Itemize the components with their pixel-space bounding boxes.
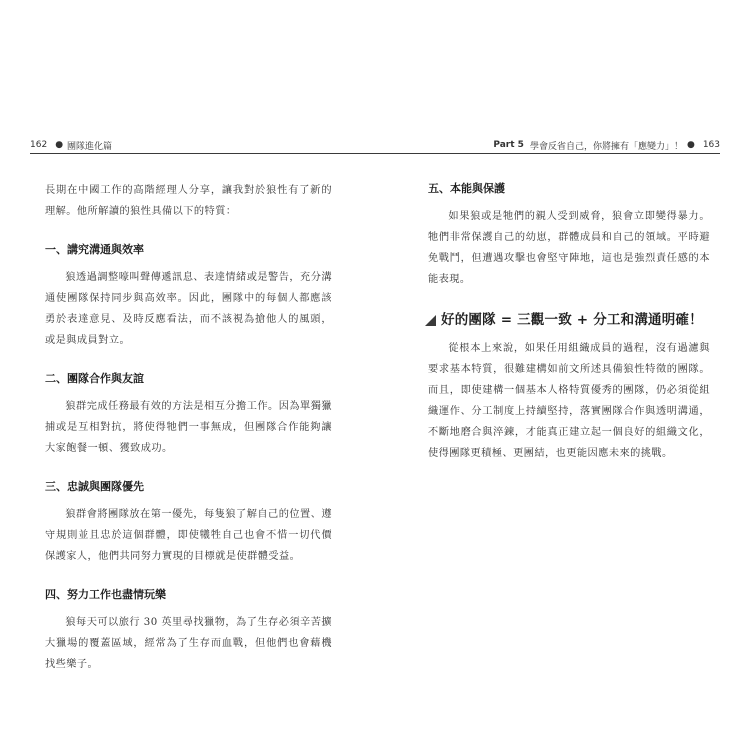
right-page-body: [428, 180, 710, 464]
right-page-number: 163: [702, 140, 720, 150]
closing-paragraph: 從根本上來說，如果任用組織成員的過程，沒有過濾與要求基本特質，很難建構如前文所述具備狼性特徵的團隊。而且，即使建構一個基本人格特質優秀的團隊，仍必須從組織運作、分工制度上持續堅持，落實團隊合作與透明溝通，不斷地磨合與淬鍊，才能真正建立起一個良好的組織文化，使得團隊更積極、更團結，也更能因應未來的挑戰。: [428, 343, 710, 459]
part-label: Part 5: [493, 140, 524, 150]
section-body-5: 如果狼或是牠們的親人受到威脅，狼會立即變得暴力。牠們非常保護自己的幼崽，群體成員和自己的領域。平時避免戰鬥，但遭遇攻擊也會堅守陣地，這也是強烈責任感的本能表現。: [428, 211, 710, 285]
section-heading-3: 三、忠誠與團隊優先: [45, 480, 144, 493]
chapter-title: 學會反省自己，你將擁有「應變力」！: [529, 141, 683, 152]
book-section-title: 團隊進化篇: [67, 141, 113, 152]
right-page-header: [493, 136, 720, 154]
section-heading-1: 一、講究溝通與效率: [45, 243, 144, 256]
summary-banner: [425, 310, 710, 330]
section-heading-4: 四、努力工作也盡情玩樂: [45, 588, 166, 601]
header-dot-right: ●: [686, 140, 695, 150]
summary-banner-title: 好的團隊 = 三觀一致 + 分工和溝通明確！: [441, 312, 703, 328]
intro-paragraph: 長期在中國工作的高階經理人分享，讓我對於狼性有了新的理解。他所解讀的狼性具備以下的特質：: [45, 185, 332, 217]
triangle-marker-icon: [425, 315, 436, 326]
section-body-2: 狼群完成任務最有效的方法是相互分擔工作。因為單獨獵捕或是互相對抗，將使得牠們一事無成，但團隊合作能夠讓大家飽餐一頓、獲致成功。: [45, 401, 332, 454]
section-heading-5: 五、本能與保護: [428, 182, 505, 195]
header-rule: [30, 153, 720, 154]
left-page-header: [30, 136, 112, 154]
section-body-4: 狼每天可以旅行 30 英里尋找獵物，為了生存必須辛苦擴大獵場的覆蓋區域，經常為了生存而血戰，但他們也會藉機找些樂子。: [45, 617, 332, 670]
section-body-1: 狼透過調整嚎叫聲傳遞訊息、表達情緒或是警告，充分溝通使團隊保持同步與高效率。因此，團隊中的每個人都應該勇於表達意見、及時反應看法，而不該視為搶他人的風頭，或是與成員對立。: [45, 272, 332, 346]
left-page-number: 162: [30, 140, 48, 150]
left-page-body: [45, 180, 332, 675]
section-body-3: 狼群會將團隊放在第一優先，每隻狼了解自己的位置、遵守規則並且忠於這個群體，即使犧牲自己也會不惜一切代價保護家人，他們共同努力實現的目標就是使群體受益。: [45, 509, 332, 562]
section-heading-2: 二、團隊合作與友誼: [45, 372, 144, 385]
header-dot-left: ●: [55, 140, 64, 150]
